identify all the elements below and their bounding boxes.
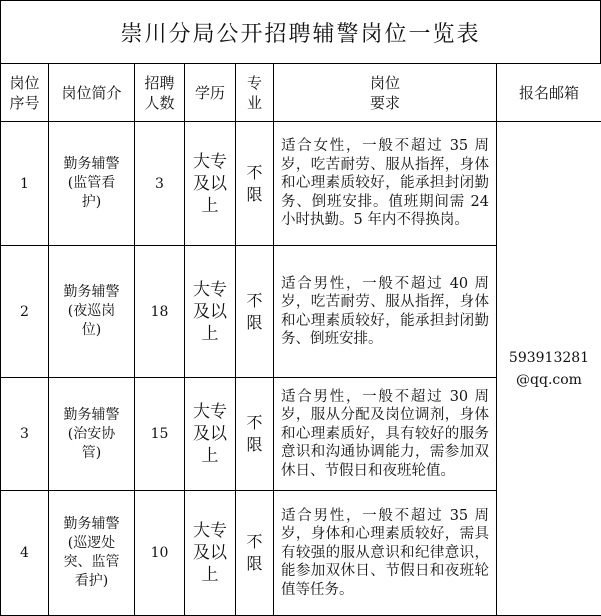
education: 大专及以上 <box>185 378 236 491</box>
requirements: 适合女性，一般不超过 35 周岁，吃苦耐劳、服从指挥，身体和心理素质较好，能承担封闭勤务、倒班安排。值班期间需 24 小时执勤。5 年内不得换岗。 <box>274 122 497 246</box>
row-number: 2 <box>1 246 49 378</box>
header-position-no: 岗位序号 <box>1 64 49 122</box>
application-email: 593913281@qq.com <box>497 122 601 616</box>
major: 不限 <box>236 491 274 616</box>
requirements: 适合男性，一般不超过 30 周岁，服从分配及岗位调剂，身体和心理素质好，具有较好的服务意识和沟通协调能力，需参加双休日、节假日和夜班轮值。 <box>274 378 497 491</box>
hiring-count: 3 <box>135 122 185 246</box>
header-position-intro: 岗位简介 <box>49 64 135 122</box>
row-number: 4 <box>1 491 49 616</box>
major: 不限 <box>236 122 274 246</box>
row-number: 1 <box>1 122 49 246</box>
table-row <box>1 122 601 246</box>
position-intro: 勤务辅警(监管看护) <box>49 122 135 246</box>
education: 大专及以上 <box>185 246 236 378</box>
education: 大专及以上 <box>185 122 236 246</box>
requirements: 适合男性，一般不超过 40 周岁，吃苦耐劳、服从指挥，身体和心理素质较好，能承担封闭勤务、倒班安排。 <box>274 246 497 378</box>
table-header-row <box>1 64 601 122</box>
hiring-count: 18 <box>135 246 185 378</box>
header-email: 报名邮箱 <box>497 64 601 122</box>
position-intro: 勤务辅警(夜巡岗位) <box>49 246 135 378</box>
requirements: 适合男性，一般不超过 35 周岁，身体和心理素质较好，需具有较强的服从意识和纪律意识，能参加双休日、节假日和夜班轮值等任务。 <box>274 491 497 616</box>
recruitment-table <box>0 63 601 616</box>
page-title: 崇川分局公开招聘辅警岗位一览表 <box>0 0 601 63</box>
header-education: 学历 <box>185 64 236 122</box>
major: 不限 <box>236 246 274 378</box>
header-requirements: 岗位要求 <box>274 64 497 122</box>
row-number: 3 <box>1 378 49 491</box>
header-major: 专业 <box>236 64 274 122</box>
education: 大专及以上 <box>185 491 236 616</box>
position-intro: 勤务辅警(治安协管) <box>49 378 135 491</box>
hiring-count: 15 <box>135 378 185 491</box>
major: 不限 <box>236 378 274 491</box>
position-intro: 勤务辅警(巡逻处突、监管看护) <box>49 491 135 616</box>
header-hiring-count: 招聘人数 <box>135 64 185 122</box>
hiring-count: 10 <box>135 491 185 616</box>
